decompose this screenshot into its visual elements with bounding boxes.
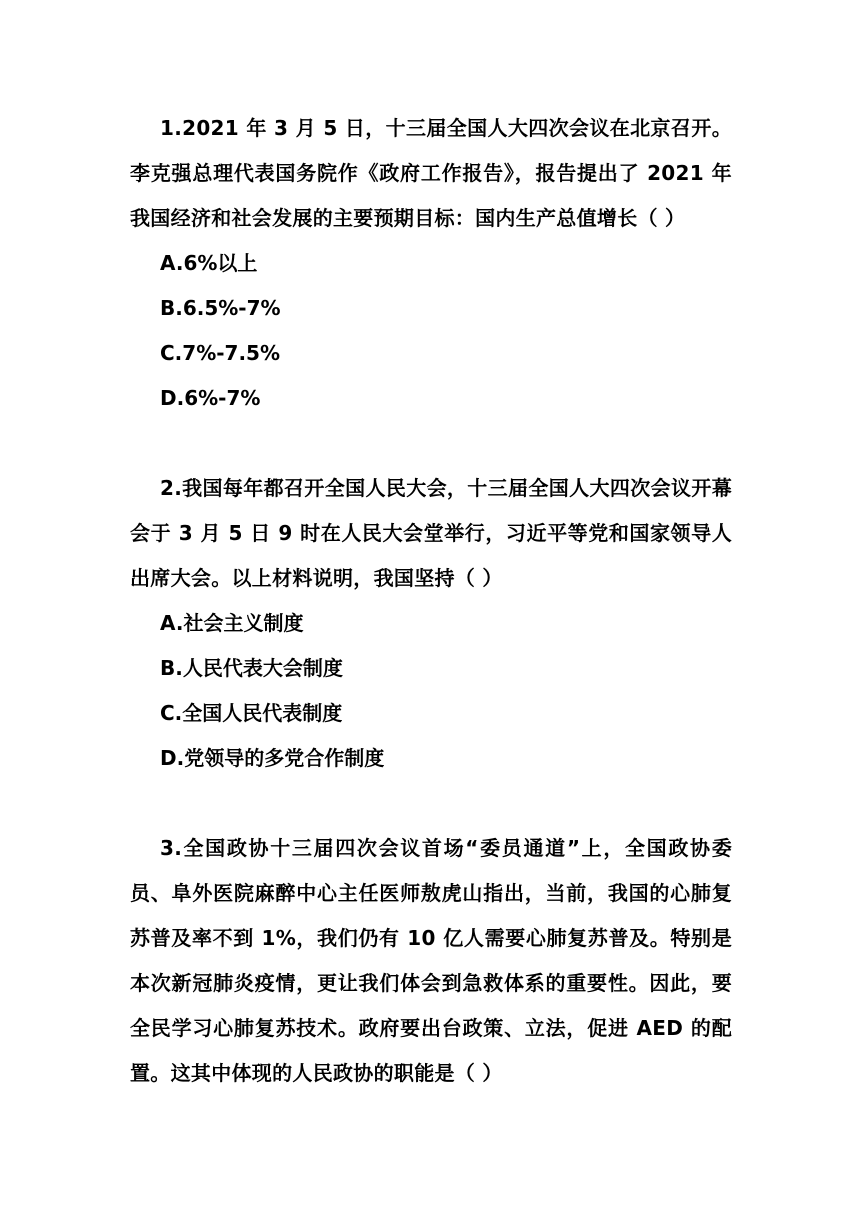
question-stem: 2.我国每年都召开全国人民大会，十三届全国人大四次会议开幕会于 3 月 5 日 9 时在人民大会堂举行，习近平等党和国家领导人出席大会。以上材料说明，我国坚持（ ） <box>130 476 732 590</box>
option-c: C.7%-7.5% <box>160 341 280 365</box>
question-3 <box>130 826 732 1096</box>
option-d: D.党领导的多党合作制度 <box>160 746 385 770</box>
question-1 <box>130 106 732 421</box>
option-a: A.社会主义制度 <box>160 611 304 635</box>
option-b: B.6.5%-7% <box>160 296 281 320</box>
question-2 <box>130 466 732 781</box>
option-list <box>130 601 732 781</box>
option-d: D.6%-7% <box>160 386 261 410</box>
option-c: C.全国人民代表制度 <box>160 701 343 725</box>
option-b: B.人民代表大会制度 <box>160 656 343 680</box>
question-stem: 3.全国政协十三届四次会议首场“委员通道”上，全国政协委员、阜外医院麻醉中心主任医师敖虎山指出，当前，我国的心肺复苏普及率不到 1%，我们仍有 10 亿人需要心肺复苏普及。特别是本次新冠肺炎疫情，更让我们体会到急救体系的重要性。因此，要全民学习心肺复苏技术。政府要出台政策、立法，促进 AED 的配置。这其中体现的人民政协的职能是（ ） <box>130 836 732 1085</box>
question-stem: 1.2021 年 3 月 5 日，十三届全国人大四次会议在北京召开。李克强总理代表国务院作《政府工作报告》，报告提出了 2021 年我国经济和社会发展的主要预期目标：国内生产总值增长（ ） <box>130 116 732 230</box>
option-a: A.6%以上 <box>160 251 258 275</box>
option-list <box>130 241 732 421</box>
